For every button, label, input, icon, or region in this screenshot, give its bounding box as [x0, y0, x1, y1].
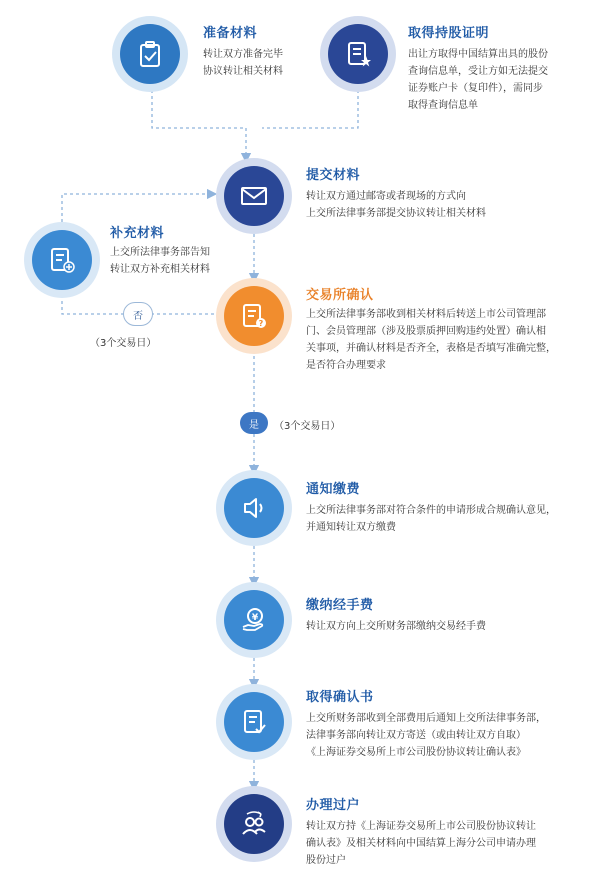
transfer-title: 办理过户: [306, 798, 361, 813]
proof-node: [320, 16, 396, 92]
yes-duration-note: （3个交易日）: [274, 421, 341, 432]
yuan-hand-icon: [239, 605, 269, 635]
pay-title: 缴纳经手费: [306, 598, 374, 613]
confirm-desc: 上交所法律事务部收到相关材料后转送上市公司管理部 门、会员管理部（涉及股票质押回购违约处置）确认相 关事项，并确认材料是否齐全，表格是否填写准确完整， 是否符合办理要求: [306, 309, 556, 371]
confirm-node: [216, 278, 292, 354]
clipboard-check-icon: [135, 39, 165, 69]
supplement-title: 补充材料: [110, 226, 165, 241]
prepare-node: [112, 16, 188, 92]
svg-text:¥: ¥: [251, 613, 259, 623]
svg-text:?: ?: [258, 319, 264, 328]
prepare-title: 准备材料: [203, 26, 258, 41]
transfer-node: [216, 786, 292, 862]
submit-node: [216, 158, 292, 234]
connector-supplement-submit: [62, 194, 212, 222]
submit-title: 提交材料: [306, 168, 361, 183]
envelope-icon: [239, 181, 269, 211]
no-duration-note: （3个交易日）: [90, 338, 157, 349]
speaker-icon: [239, 493, 269, 523]
certificate-title: 取得确认书: [306, 690, 374, 705]
certificate-node: [216, 684, 292, 760]
document-plus-icon: [47, 245, 77, 275]
users-refresh-icon: [239, 809, 269, 839]
submit-desc: 转让双方通过邮寄或者现场的方式向 上交所法律事务部提交协议转让相关材料: [306, 191, 486, 219]
document-check-icon: [239, 707, 269, 737]
certificate-desc: 上交所财务部收到全部费用后通知上交所法律事务部， 法律事务部向转让双方寄送（或由转让双方自取） 《上海证券交易所上市公司股份协议转让确认表》: [306, 713, 546, 758]
proof-desc: 出让方取得中国结算出具的股份 查询信息单，受让方如无法提交 证券账户卡（复印件），需同步 取得查询信息单: [408, 49, 548, 111]
connector-prepare-submit: [152, 90, 246, 158]
notify-desc: 上交所法律事务部对符合条件的申请形成合规确认意见， 并通知转让双方缴费: [306, 505, 556, 533]
connector-proof-submit: [262, 90, 358, 128]
document-star-icon: [343, 39, 373, 69]
prepare-desc: 转让双方准备完毕 协议转让相关材料: [203, 49, 283, 77]
notify-node: [216, 470, 292, 546]
confirm-title: 交易所确认: [306, 288, 374, 303]
document-question-icon: [239, 301, 269, 331]
supplement-desc: 上交所法律事务部告知 转让双方补充相关材料: [110, 247, 210, 275]
no-badge: 否: [123, 302, 153, 326]
pay-desc: 转让双方向上交所财务部缴纳交易经手费: [306, 621, 486, 632]
supplement-node: [24, 222, 100, 298]
notify-title: 通知缴费: [306, 482, 361, 497]
proof-title: 取得持股证明: [408, 26, 490, 41]
pay-node: [216, 582, 292, 658]
transfer-desc: 转让双方持《上海证券交易所上市公司股份协议转让 确认表》及相关材料向中国结算上海分公司申请办理 股份过户: [306, 821, 536, 866]
yes-badge: 是: [240, 412, 268, 434]
